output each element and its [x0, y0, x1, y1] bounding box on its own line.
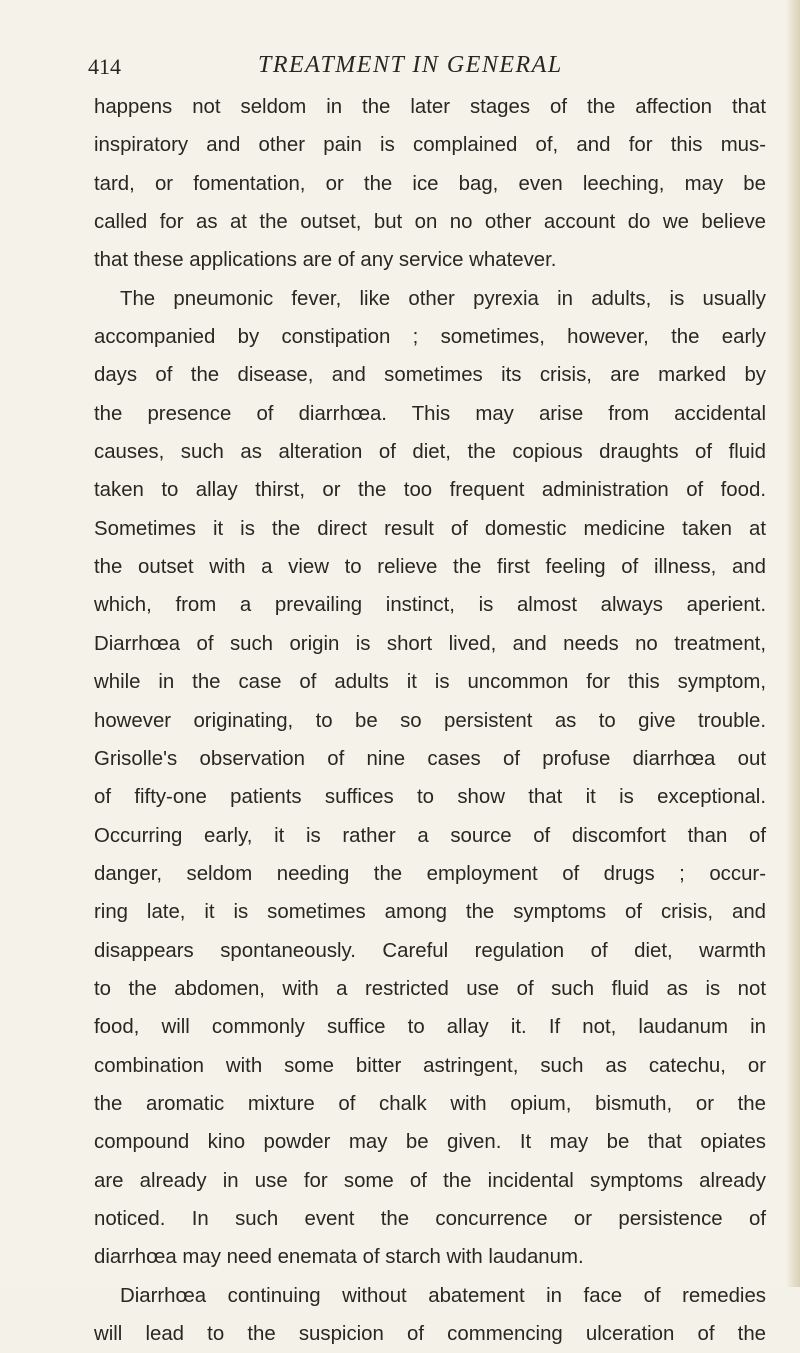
text-line: tard, or fomentation, or the ice bag, even leeching, may be — [94, 172, 766, 195]
paragraph-start-line: The pneumonic fever, like other pyrexia in adults, is usually — [120, 287, 766, 310]
text-line: the outset with a view to relieve the first feeling of illness, and — [94, 556, 766, 579]
text-line: food, will commonly suffice to allay it. If not, laudanum in — [94, 1016, 766, 1039]
text-line: compound kino powder may be given. It may be that opiates — [94, 1131, 766, 1154]
text-line: which, from a prevailing instinct, is almost always aperient. — [94, 594, 766, 617]
text-line: while in the case of adults it is uncommon for this symptom, — [94, 671, 766, 694]
text-line: called for as at the outset, but on no other account do we believe — [94, 211, 766, 234]
text-line: taken to allay thirst, or the too frequent administration of food. — [94, 479, 766, 502]
text-line: the aromatic mixture of chalk with opium, bismuth, or the — [94, 1092, 766, 1115]
page-edge-shadow — [786, 0, 800, 1287]
text-line: inspiratory and other pain is complained of, and for this mus- — [94, 134, 766, 157]
text-line: ring late, it is sometimes among the symptoms of crisis, and — [94, 901, 766, 924]
text-line: to the abdomen, with a restricted use of such fluid as is not — [94, 977, 766, 1000]
page-number: 414 — [88, 54, 121, 79]
text-line: noticed. In such event the concurrence or persistence of — [94, 1207, 766, 1230]
page-header — [88, 52, 768, 88]
text-line: happens not seldom in the later stages of the affection that — [94, 96, 766, 118]
text-line: causes, such as alteration of diet, the copious draughts of fluid — [94, 441, 766, 464]
text-line: that these applications are of any service whatever. — [94, 249, 557, 272]
running-head: TREATMENT IN GENERAL — [258, 52, 563, 78]
text-line: days of the disease, and sometimes its crisis, are marked by — [94, 364, 766, 387]
text-line: combination with some bitter astringent, such as catechu, or — [94, 1054, 766, 1077]
text-line: however originating, to be so persistent as to give trouble. — [94, 709, 766, 732]
text-line: the presence of diarrhœa. This may arise from accidental — [94, 402, 766, 425]
text-line: accompanied by constipation ; sometimes, however, the early — [94, 326, 766, 349]
body-text — [94, 88, 766, 1353]
paragraph-start-line: Diarrhœa continuing without abatement in face of remedies — [120, 1284, 766, 1307]
text-line: Grisolle's observation of nine cases of profuse diarrhœa out — [94, 747, 766, 770]
text-line: Sometimes it is the direct result of domestic medicine taken at — [94, 517, 766, 540]
text-line: diarrhœa may need enemata of starch with laudanum. — [94, 1246, 584, 1269]
text-line: danger, seldom needing the employment of drugs ; occur- — [94, 862, 766, 885]
text-line: Occurring early, it is rather a source of discomfort than of — [94, 824, 766, 847]
text-line: will lead to the suspicion of commencing ulceration of the — [94, 1323, 766, 1345]
text-line: are already in use for some of the incidental symptoms already — [94, 1169, 766, 1192]
text-line: of fifty-one patients suffices to show that it is exceptional. — [94, 786, 766, 809]
text-line: disappears spontaneously. Careful regulation of diet, warmth — [94, 939, 766, 962]
text-line: Diarrhœa of such origin is short lived, and needs no treatment, — [94, 632, 766, 655]
